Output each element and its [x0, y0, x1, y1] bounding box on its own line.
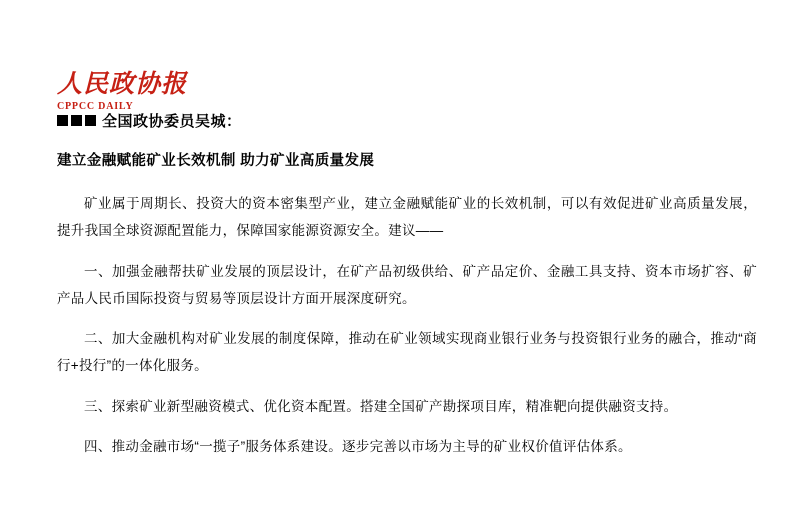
masthead-subtitle: CPPCC DAILY — [57, 101, 134, 112]
paragraph: 矿业属于周期长、投资大的资本密集型产业，建立金融赋能矿业的长效机制，可以有效促进矿业高质量发展，提升我国全球资源配置能力，保障国家能源资源安全。建议—— — [57, 196, 757, 238]
bullet-squares-icon — [57, 115, 96, 126]
masthead-title: 人民政协报 — [57, 71, 188, 98]
paragraph: 三、探索矿业新型融资模式、优化资本配置。搭建全国矿产勘探项目库，精准靶向提供融资支持。 — [84, 398, 678, 414]
square-icon — [57, 115, 68, 126]
paragraph: 四、推动金融市场“一揽子”服务体系建设。逐步完善以市场为主导的矿业权价值评估体系。 — [84, 439, 632, 454]
byline — [57, 110, 757, 131]
masthead — [57, 71, 188, 112]
article-body — [57, 110, 757, 471]
square-icon — [71, 115, 82, 126]
paragraph: 一、加强金融帮扶矿业发展的顶层设计，在矿产品初级供给、矿产品定价、金融工具支持、资本市场扩容、矿产品人民币国际投资与贸易等顶层设计方面开展深度研究。 — [57, 263, 757, 306]
byline-text: 全国政协委员吴城： — [102, 113, 242, 130]
paragraph: 二、加大金融机构对矿业发展的制度保障，推动在矿业领域实现商业银行业务与投资银行业务的融合，推动“商行+投行”的一体化服务。 — [57, 331, 757, 373]
page-title: 建立金融赋能矿业长效机制 助力矿业高质量发展 — [57, 153, 375, 169]
square-icon — [85, 115, 96, 126]
